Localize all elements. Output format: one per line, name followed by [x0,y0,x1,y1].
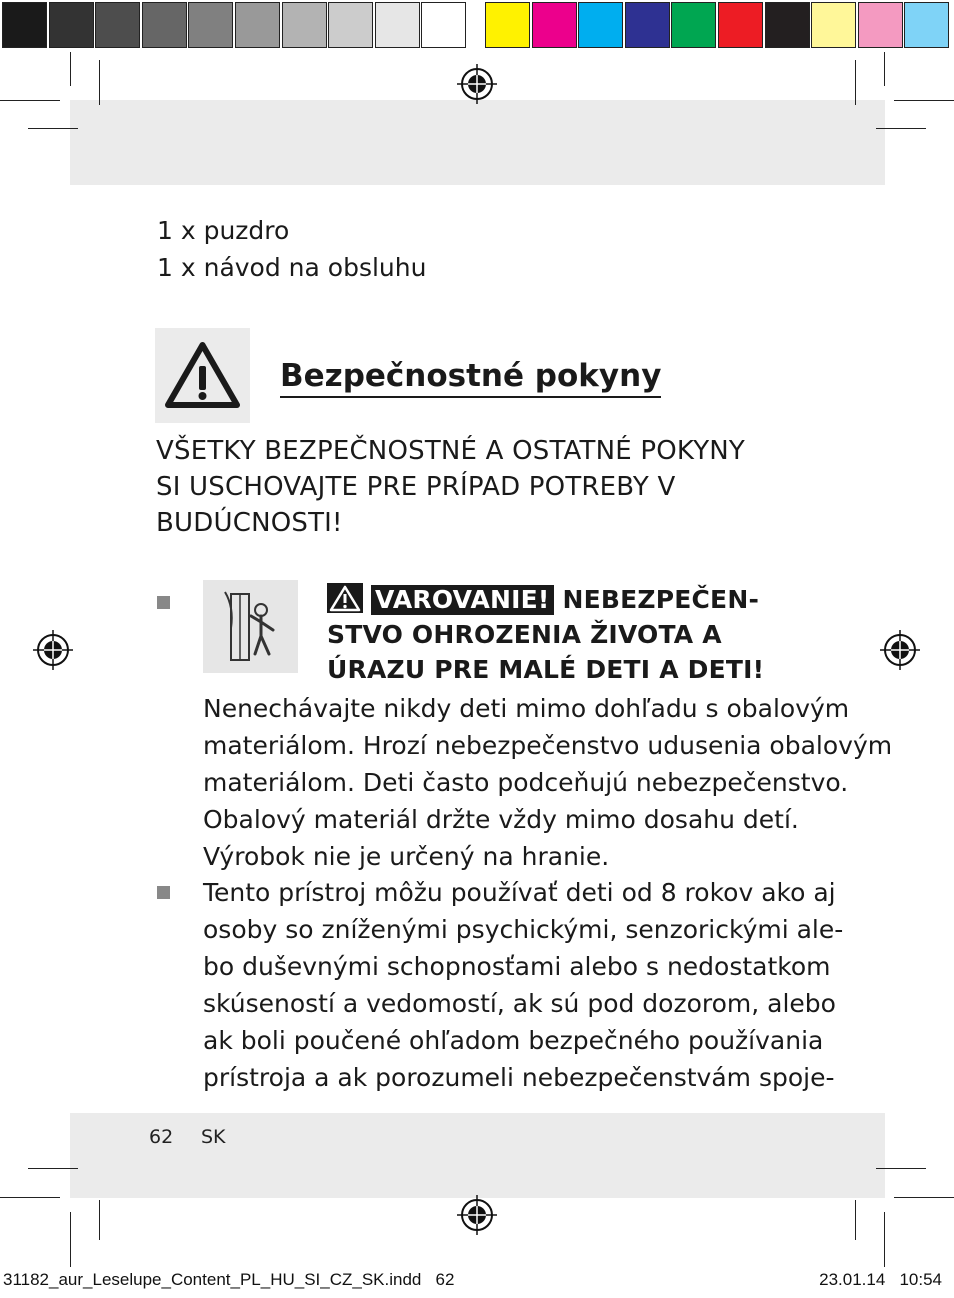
color-swatch [235,2,280,48]
color-swatch [811,2,856,48]
crop-mark [855,60,856,105]
warning-icon-box [155,328,250,423]
color-swatch [375,2,420,48]
date-slug: 23.01.14 10:54 [819,1270,942,1289]
crop-mark [70,52,71,86]
warning-header [327,582,759,618]
warning-head-line: ÚRAZU PRE MALÉ DETI A DETI! [327,655,765,684]
crop-mark [99,60,100,105]
warning-badge-icon [327,583,363,613]
registration-mark-icon [457,64,497,104]
crop-mark [0,1197,60,1198]
file-slug: 31182_aur_Leselupe_Content_PL_HU_SI_CZ_SK.indd 62 [3,1270,455,1289]
crop-mark [876,1168,926,1169]
intro-line: BUDÚCNOSTI! [156,508,343,538]
color-swatch [765,2,810,48]
item-line: bo duševnými schopnosťami alebo s nedostatkom [203,952,831,981]
crop-mark [894,1197,954,1198]
registration-mark-icon [457,1195,497,1235]
child-safety-icon [203,580,298,673]
item-line: ak boli poučené ohľadom bezpečného používania [203,1026,824,1055]
warning-body-line: Nenechávajte nikdy deti mimo dohľadu s obalovým [203,694,850,723]
warning-body-line: Výrobok nie je určený na hranie. [203,842,610,871]
item-line: osoby so zníženými psychickými, senzorickými ale- [203,915,844,944]
color-swatch [95,2,140,48]
child-safety-box [203,580,298,673]
registration-mark-icon [33,630,73,670]
color-swatch [2,2,47,48]
crop-mark [0,100,60,101]
color-swatch [142,2,187,48]
crop-mark [28,128,78,129]
language-code: SK [201,1126,226,1148]
footer-band [70,1113,885,1198]
crop-mark [876,128,926,129]
color-swatch [485,2,530,48]
crop-mark [884,1212,885,1267]
color-swatch [718,2,763,48]
warning-head-line: STVO OHROZENIA ŽIVOTA A [327,620,722,649]
page-number: 62 [149,1126,174,1148]
section-title: Bezpečnostné pokyny [280,356,661,398]
list-bullet [157,596,170,609]
warning-body-line: materiálom. Deti často podceňujú nebezpečenstvo. [203,768,849,797]
contents-item: 1 x návod na obsluhu [157,253,427,282]
registration-mark-icon [880,630,920,670]
color-swatch [188,2,233,48]
warning-body-line: Obalový materiál držte vždy mimo dosahu detí. [203,805,799,834]
color-swatch [328,2,373,48]
crop-mark [855,1200,856,1240]
color-swatch [671,2,716,48]
crop-mark [894,100,954,101]
header-band [70,100,885,185]
color-swatch [49,2,94,48]
color-swatch [421,2,466,48]
intro-line: VŠETKY BEZPEČNOSTNÉ A OSTATNÉ POKYNY [156,436,746,466]
color-swatch [282,2,327,48]
crop-mark [99,1200,100,1240]
warning-body-line: materiálom. Hrozí nebezpečenstvo udusenia obalovým [203,731,893,760]
warning-label: VAROVANIE! [371,585,554,615]
item-line: skúseností a vedomostí, ak sú pod dozorom, alebo [203,989,836,1018]
contents-item: 1 x puzdro [157,216,290,245]
warning-triangle-icon [155,328,250,423]
color-swatch [532,2,577,48]
crop-mark [884,52,885,86]
color-swatch [858,2,903,48]
list-bullet [157,886,170,899]
color-swatch [904,2,949,48]
warning-head-line: NEBEZPEČEN- [562,585,760,614]
item-line: Tento prístroj môžu používať deti od 8 rokov ako aj [203,878,836,907]
crop-mark [28,1168,78,1169]
color-swatch [625,2,670,48]
crop-mark [70,1212,71,1267]
intro-line: SI USCHOVAJTE PRE PRÍPAD POTREBY V [156,472,676,502]
color-swatch [578,2,623,48]
item-line: prístroja a ak porozumeli nebezpečenstvám spoje- [203,1063,835,1092]
